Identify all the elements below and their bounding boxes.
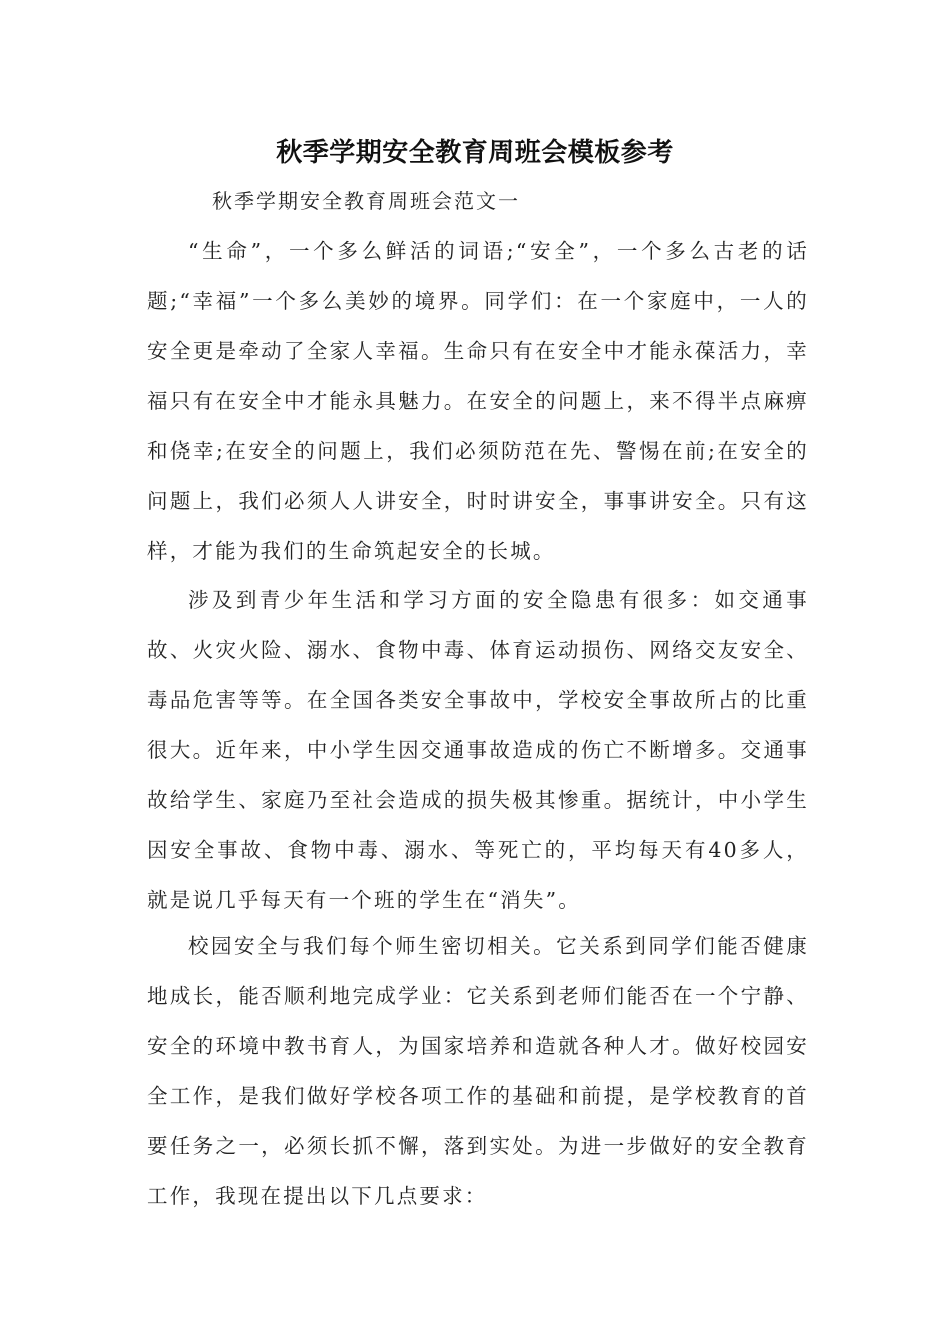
paragraph-1: “生命”，一个多么鲜活的词语;“安全”，一个多么古老的话题;“幸福”一个多么美妙的境界。同学们：在一个家庭中，一人的安全更是牵动了全家人幸福。生命只有在安全中才能永葆活力，幸福只有在安全中才能永具魅力。在安全的问题上，来不得半点麻痹和侥幸;在安全的问题上，我们必须防范在先、警惕在前;在安全的问题上，我们必须人人讲安全，时时讲安全，事事讲安全。只有这样，才能为我们的生命筑起安全的长城。 bbox=[147, 239, 809, 563]
paragraph-3: 校园安全与我们每个师生密切相关。它关系到同学们能否健康地成长，能否顺利地完成学业：它关系到老师们能否在一个宁静、安全的环境中教书育人，为国家培养和造就各种人才。做好校园安全工作，是我们做好学校各项工作的基础和前提，是学校教育的首要任务之一，必须长抓不懈，落到实处。为进一步做好的安全教育工作，我现在提出以下几点要求： bbox=[147, 934, 809, 1208]
document-title: 秋季学期安全教育周班会模板参考 bbox=[276, 138, 674, 168]
paragraph-2: 涉及到青少年生活和学习方面的安全隐患有很多：如交通事故、火灾火险、溺水、食物中毒、体育运动损伤、网络交友安全、毒品危害等等。在全国各类安全事故中，学校安全事故所占的比重很大。近年来，中小学生因交通事故造成的伤亡不断增多。交通事故给学生、家庭乃至社会造成的损失极其惨重。据统计，中小学生因安全事故、食物中毒、溺水、等死亡的，平均每天有40多人，就是说几乎每天有一个班的学生在“消失”。 bbox=[147, 588, 809, 912]
document-subtitle: 秋季学期安全教育周班会范文一 bbox=[212, 189, 520, 213]
